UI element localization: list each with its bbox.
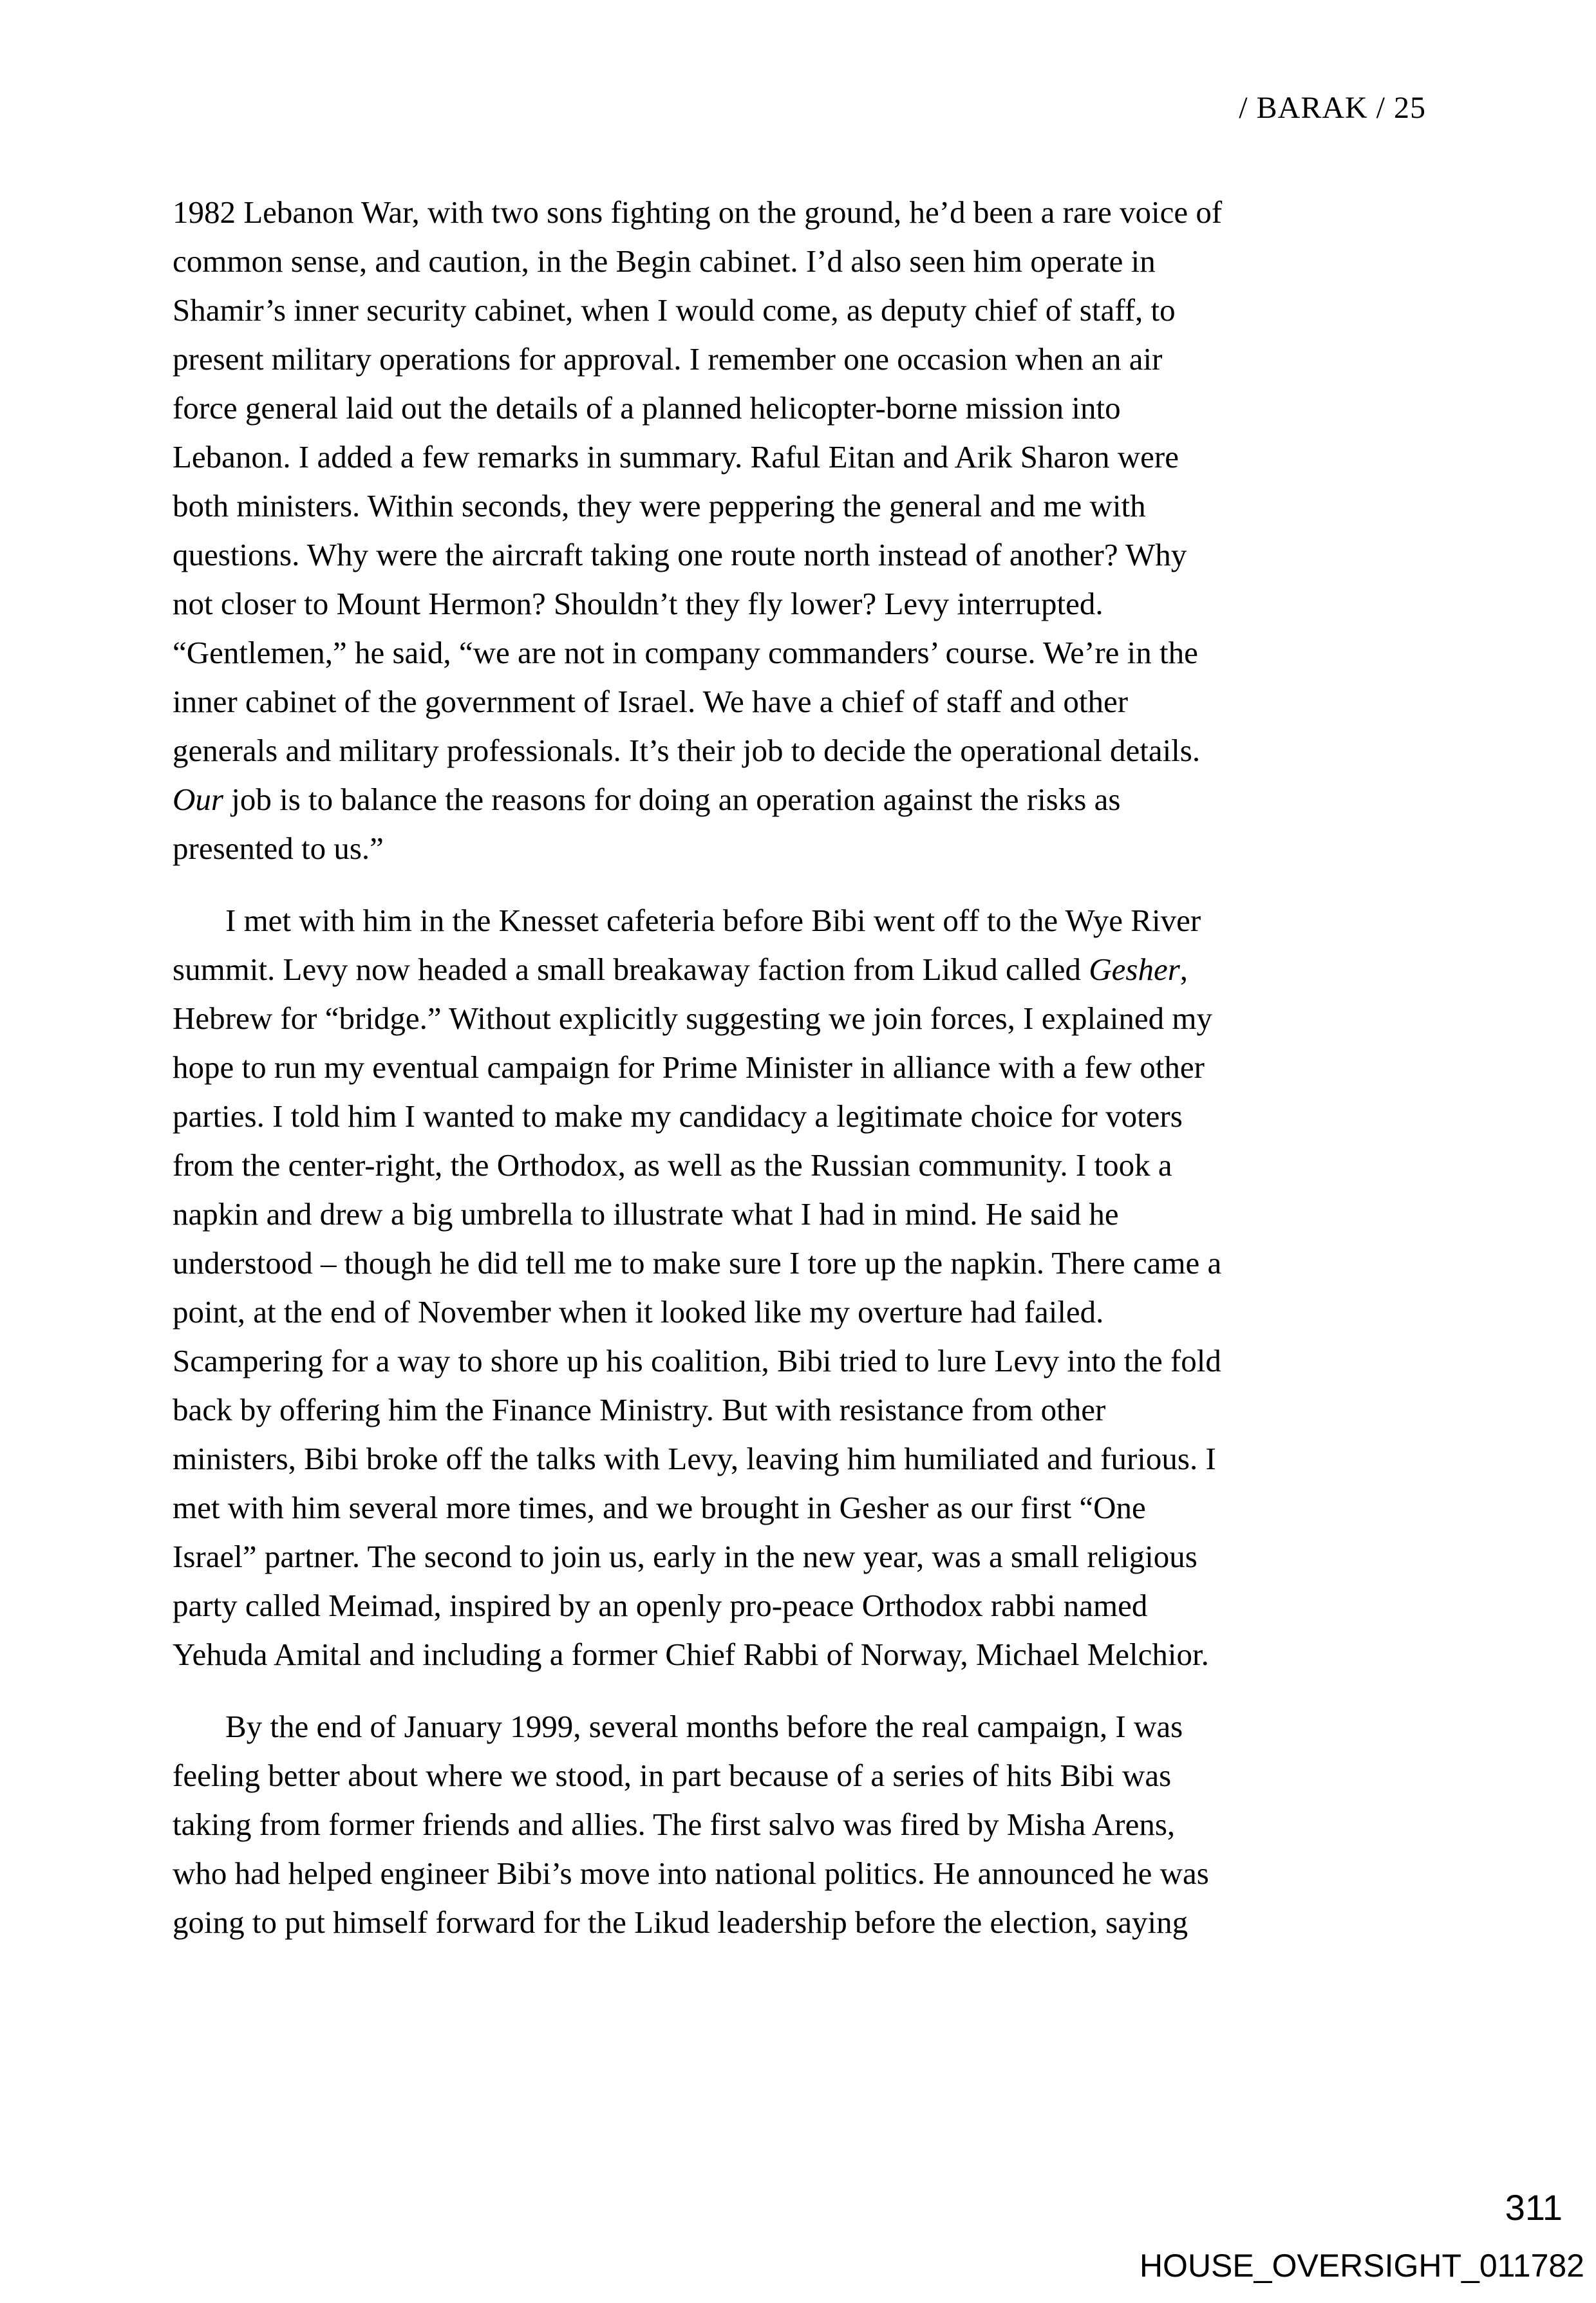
text-segment: questions. Why were the aircraft taking one route north instead of another? Why [173,537,1187,572]
running-header: / BARAK / 25 [1239,91,1426,125]
text-segment: job is to balance the reasons for doing an operation against the risks as [223,782,1121,817]
text-segment: common sense, and caution, in the Begin cabinet. I’d also seen him operate in [173,243,1156,279]
text-segment: presented to us.” [173,831,384,866]
paragraph [173,896,1479,1679]
text-segment: Scampering for a way to shore up his coalition, Bibi tried to lure Levy into the fold [173,1343,1221,1378]
text-line [173,945,1479,994]
text-line [173,579,1479,628]
text-segment: I met with him in the Knesset cafeteria before Bibi went off to the Wye River [225,903,1201,938]
text-segment: met with him several more times, and we brought in Gesher as our first “One [173,1490,1146,1525]
text-line [173,1630,1479,1679]
text-segment: feeling better about where we stood, in part because of a series of hits Bibi was [173,1758,1172,1793]
text-line [173,1800,1479,1849]
italic-text-segment: Gesher [1089,952,1180,987]
bates-stamp: HOUSE_OVERSIGHT_011782 [1139,2248,1584,2284]
text-line [173,1386,1479,1434]
text-segment: hope to run my eventual campaign for Prime Minister in alliance with a few other [173,1049,1205,1085]
text-line [173,188,1479,237]
text-line [173,384,1479,433]
text-line [173,994,1479,1043]
text-segment: Yehuda Amital and including a former Chief Rabbi of Norway, Michael Melchior. [173,1637,1209,1672]
text-line [173,628,1479,677]
text-segment: inner cabinet of the government of Israel. We have a chief of staff and other [173,684,1129,719]
text-line [173,1190,1479,1239]
text-line [173,775,1479,824]
text-segment: going to put himself forward for the Likud leadership before the election, saying [173,1904,1188,1940]
text-line [173,1092,1479,1141]
text-segment: both ministers. Within seconds, they were peppering the general and me with [173,488,1146,523]
paragraph [173,188,1479,873]
text-line [173,726,1479,775]
text-line [173,1898,1479,1947]
text-line [173,1751,1479,1800]
text-segment: generals and military professionals. It’s their job to decide the operational details. [173,733,1201,768]
text-line [173,824,1479,873]
text-line [173,335,1479,384]
text-segment: By the end of January 1999, several months before the real campaign, I was [225,1709,1183,1744]
text-line [173,1337,1479,1386]
text-segment: ministers, Bibi broke off the talks with Levy, leaving him humiliated and furious. I [173,1441,1216,1476]
text-line [173,482,1479,531]
text-segment: back by offering him the Finance Ministry. But with resistance from other [173,1392,1106,1427]
text-segment: “Gentlemen,” he said, “we are not in company commanders’ course. We’re in the [173,635,1198,670]
text-line [173,677,1479,726]
text-line [173,1434,1479,1483]
text-segment: not closer to Mount Hermon? Shouldn’t they fly lower? Levy interrupted. [173,586,1103,621]
text-line [173,1483,1479,1532]
text-line [173,531,1479,579]
text-segment: Hebrew for “bridge.” Without explicitly suggesting we join forces, I explained my [173,1001,1213,1036]
text-line [173,237,1479,286]
text-segment: present military operations for approval. I remember one occasion when an air [173,341,1163,377]
text-segment: from the center-right, the Orthodox, as well as the Russian community. I took a [173,1147,1172,1183]
text-line [173,286,1479,335]
text-segment: napkin and drew a big umbrella to illustrate what I had in mind. He said he [173,1196,1119,1232]
text-segment: understood – though he did tell me to make sure I tore up the napkin. There came a [173,1245,1222,1281]
text-line [173,1532,1479,1581]
text-segment: , [1179,952,1188,987]
text-line [173,1581,1479,1630]
text-line [173,1239,1479,1288]
text-line [173,1288,1479,1337]
italic-text-segment: Our [173,782,223,817]
text-segment: 1982 Lebanon War, with two sons fighting on the ground, he’d been a rare voice of [173,194,1223,230]
text-line [173,1043,1479,1092]
text-segment: party called Meimad, inspired by an openly pro-peace Orthodox rabbi named [173,1588,1148,1623]
text-segment: summit. Levy now headed a small breakaway faction from Likud called [173,952,1089,987]
page-number: 311 [1505,2187,1563,2228]
text-line [173,896,1479,945]
text-segment: Israel” partner. The second to join us, early in the new year, was a small religious [173,1539,1197,1574]
text-segment: parties. I told him I wanted to make my candidacy a legitimate choice for voters [173,1098,1183,1134]
text-segment: taking from former friends and allies. The first salvo was fired by Misha Arens, [173,1807,1176,1842]
paragraph [173,1702,1479,1947]
text-segment: who had helped engineer Bibi’s move into national politics. He announced he was [173,1856,1209,1891]
text-line [173,1141,1479,1190]
text-segment: point, at the end of November when it looked like my overture had failed. [173,1294,1104,1330]
text-segment: Lebanon. I added a few remarks in summary. Raful Eitan and Arik Sharon were [173,439,1179,475]
text-line [173,433,1479,482]
text-line [173,1702,1479,1751]
text-segment: Shamir’s inner security cabinet, when I would come, as deputy chief of staff, to [173,292,1176,328]
text-line [173,1849,1479,1898]
text-segment: force general laid out the details of a planned helicopter-borne mission into [173,390,1121,426]
body-text [173,188,1479,1947]
